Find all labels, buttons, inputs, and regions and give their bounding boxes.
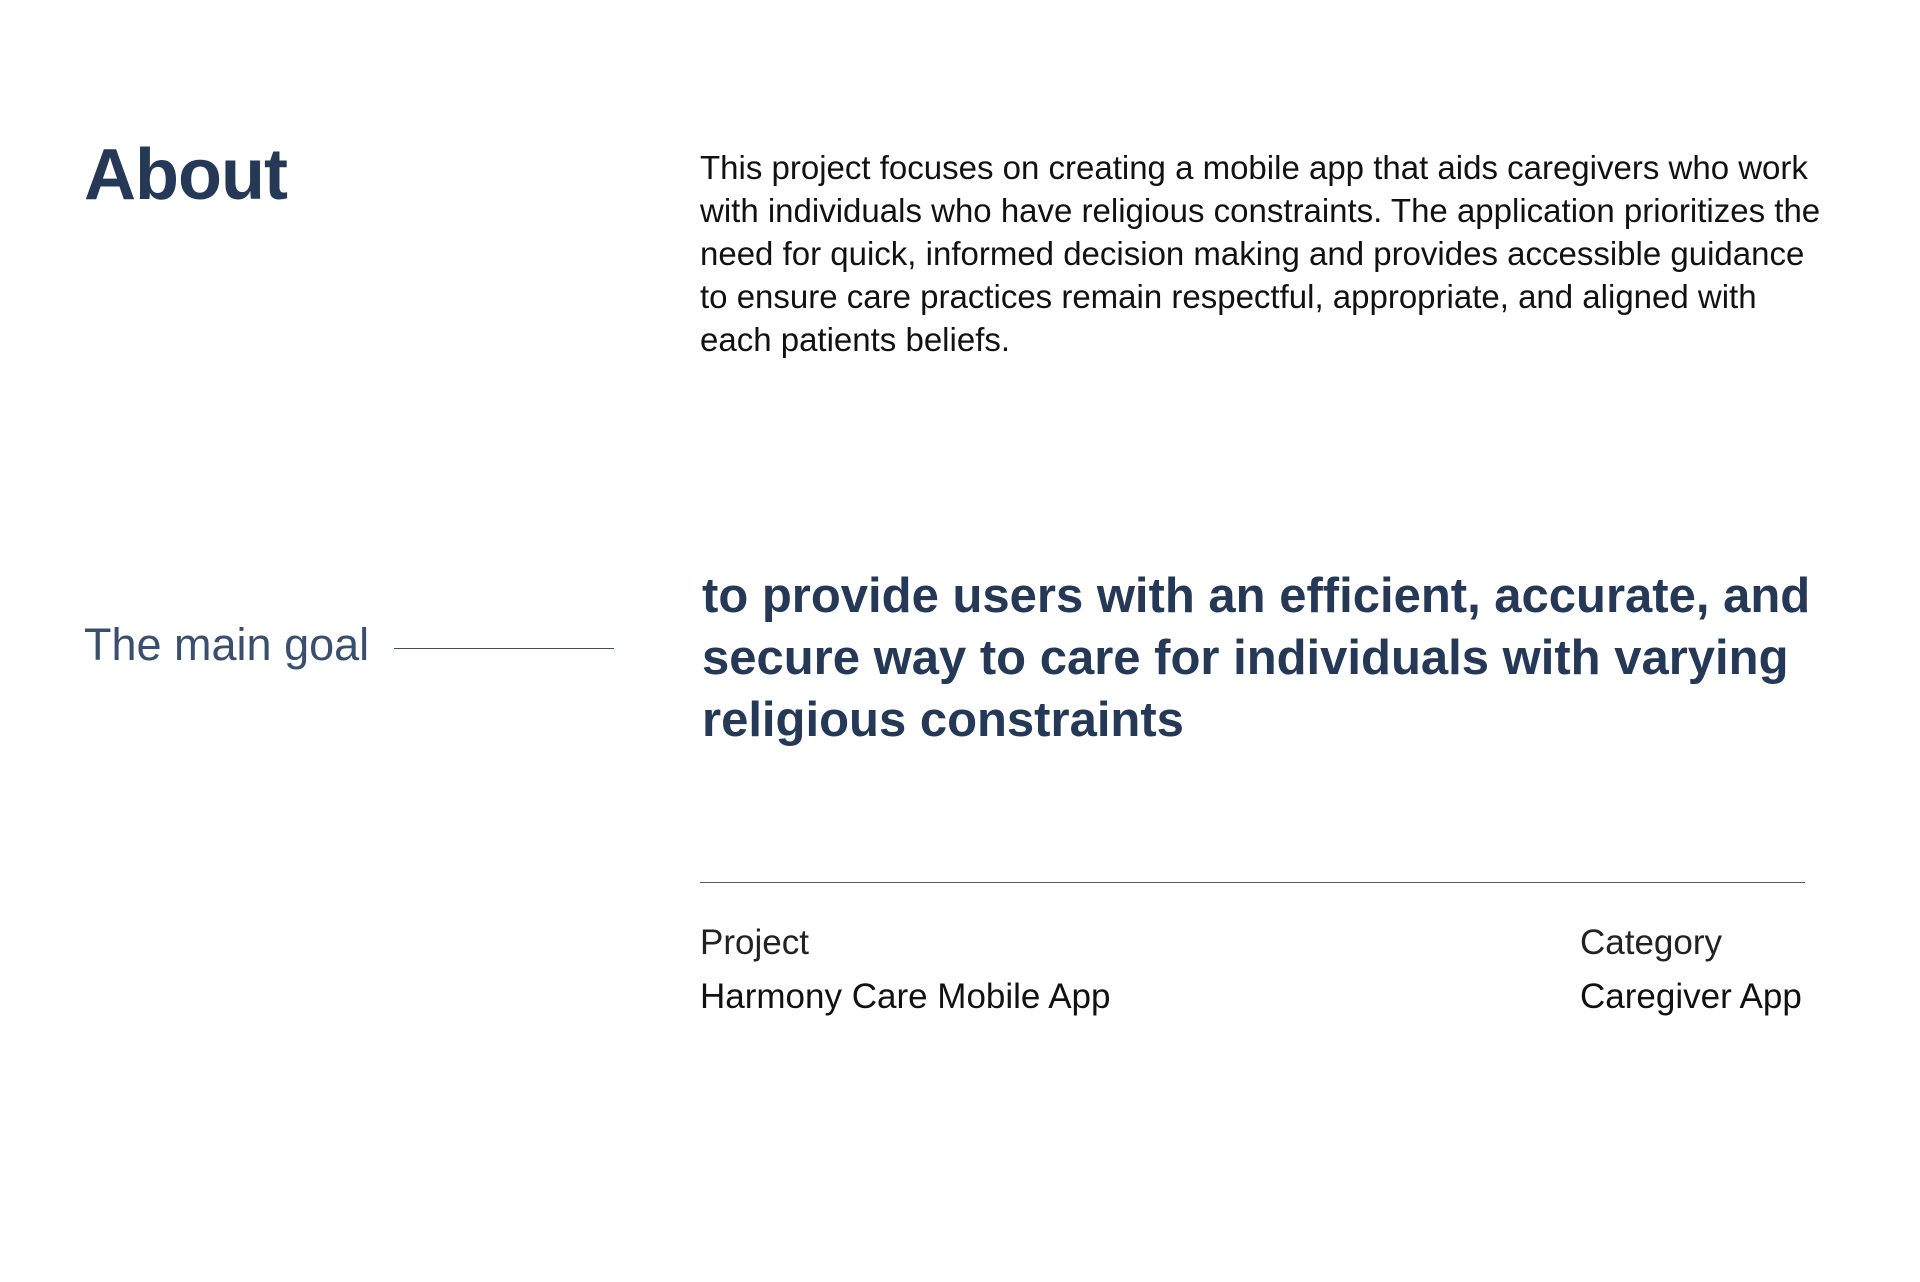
category-info bbox=[1580, 922, 1802, 1018]
main-goal-label: The main goal bbox=[84, 619, 370, 670]
project-value: Harmony Care Mobile App bbox=[700, 977, 1111, 1016]
project-label: Project bbox=[700, 923, 809, 962]
main-goal-divider bbox=[394, 648, 614, 649]
about-heading: About bbox=[84, 135, 287, 215]
about-description: This project focuses on creating a mobile app that aids caregivers who work with individuals who have religious constraints. The application prioritizes the need for quick, informed decision making and provides accessible guidance to ensure care practices remain respectful, appropriate, and aligned with each patients beliefs. bbox=[700, 149, 1821, 358]
meta-divider bbox=[700, 882, 1805, 883]
project-info bbox=[700, 922, 1110, 1018]
category-value: Caregiver App bbox=[1580, 977, 1802, 1016]
main-goal-statement: to provide users with an efficient, accurate, and secure way to care for individuals with varying religious constraints bbox=[702, 569, 1811, 747]
category-label: Category bbox=[1580, 923, 1723, 962]
